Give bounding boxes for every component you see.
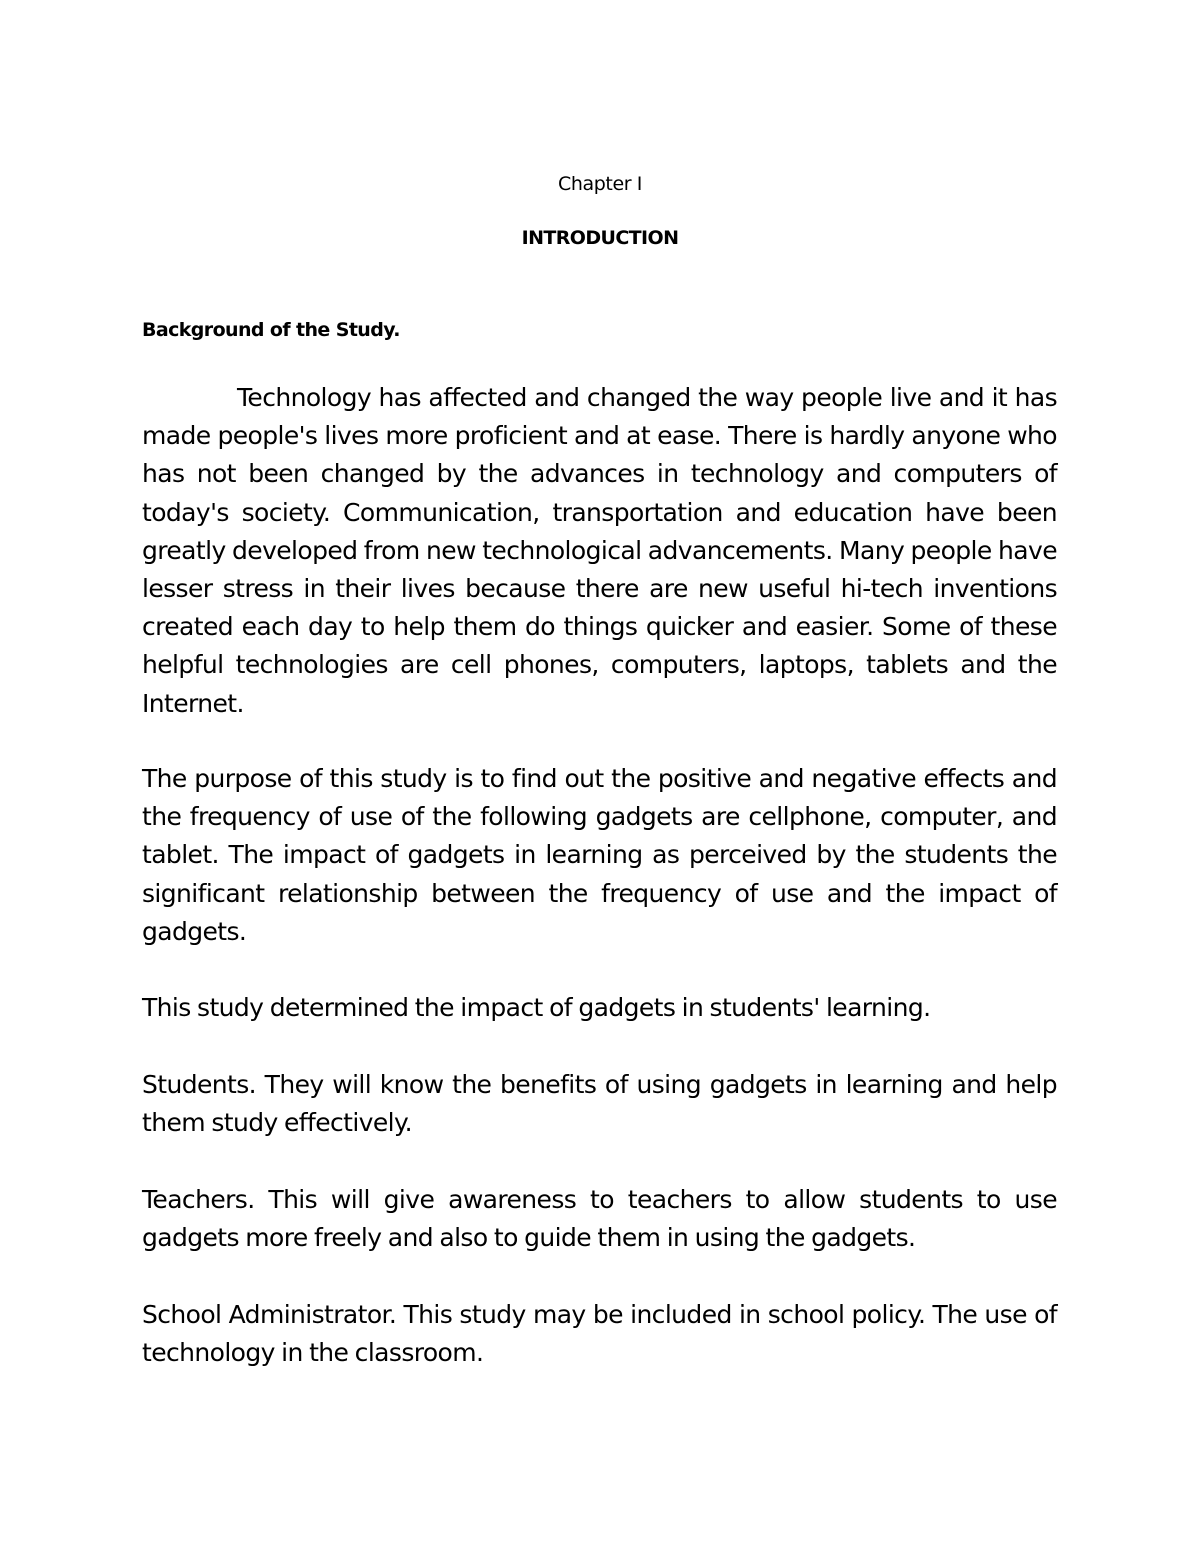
paragraph-determined: This study determined the impact of gadgets in students' learning.: [142, 993, 931, 1022]
paragraph-teachers: Teachers. This will give awareness to teachers to allow students to use gadgets more freely and also to guide them in using the gadgets.: [142, 1185, 1057, 1253]
paragraph-school-administrator: School Administrator. This study may be included in school policy. The use of technology in the classroom.: [142, 1300, 1057, 1368]
paragraph-purpose: The purpose of this study is to find out the positive and negative effects and the frequency of use of the following gadgets are cellphone, computer, and tablet. The impact of gadgets in learning as perceived by the students the significant relationship between the frequency of use and the impact of gadgets.: [142, 764, 1057, 946]
chapter-title: INTRODUCTION: [521, 227, 679, 249]
paragraph-students: Students. They will know the benefits of using gadgets in learning and help them study effectively.: [142, 1070, 1057, 1138]
paragraph-background: Technology has affected and changed the way people live and it has made people's lives more proficient and at ease. There is hardly anyone who has not been changed by the advances in technology and computers of today's society. Communication, transportation and education have been greatly developed from new technological advancements. Many people have lesser stress in their lives because there are new useful hi-tech inventions created each day to help them do things quicker and easier. Some of these helpful technologies are cell phones, computers, laptops, tablets and the Internet.: [142, 383, 1057, 718]
section-heading: Background of the Study.: [142, 319, 400, 341]
chapter-label: Chapter I: [557, 173, 642, 195]
